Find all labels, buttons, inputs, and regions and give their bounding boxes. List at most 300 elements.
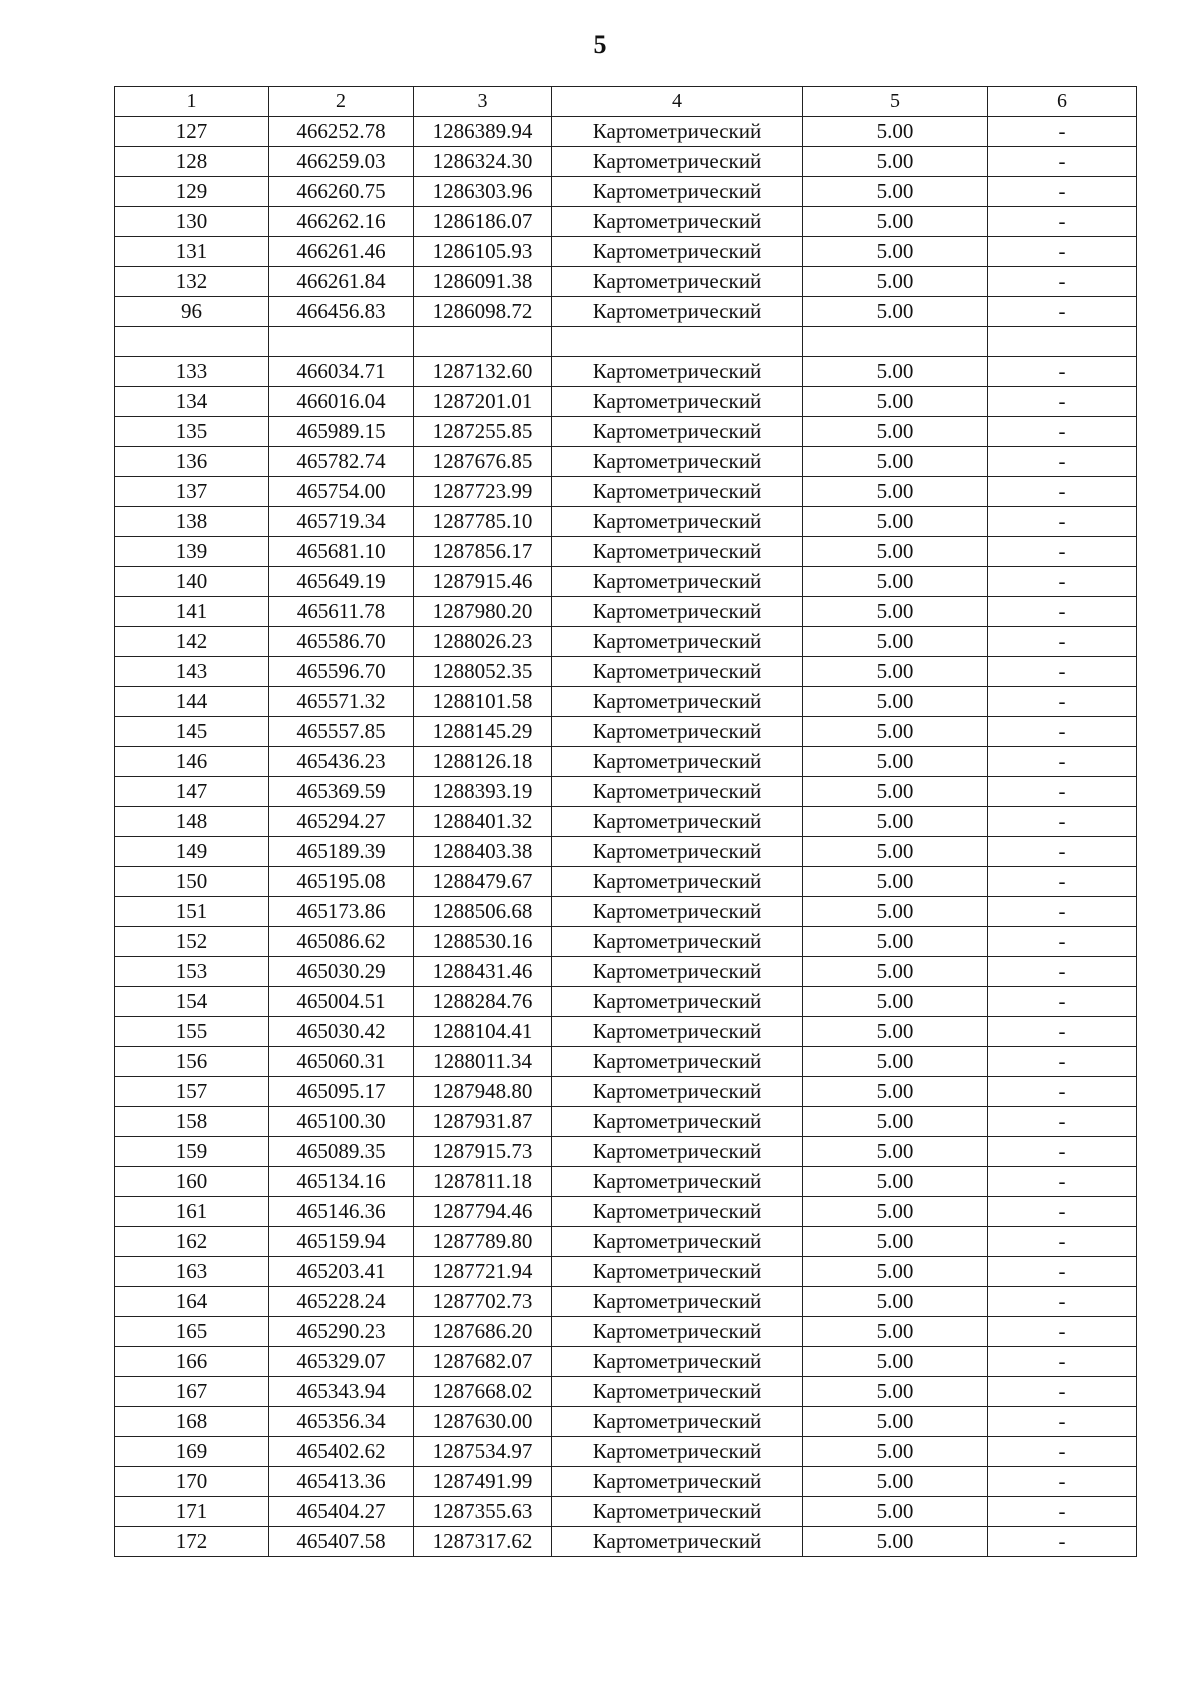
x-coordinate-cell: 465782.74: [269, 447, 414, 477]
note-cell: -: [988, 1017, 1137, 1047]
x-coordinate-cell: 465329.07: [269, 1347, 414, 1377]
point-number-cell: 143: [115, 657, 269, 687]
y-coordinate-cell: 1287915.73: [414, 1137, 552, 1167]
table-row: [115, 1077, 1137, 1107]
table-row: [115, 1257, 1137, 1287]
note-cell: -: [988, 627, 1137, 657]
point-number-cell: 135: [115, 417, 269, 447]
point-number-cell: 151: [115, 897, 269, 927]
accuracy-cell: 5.00: [803, 477, 988, 507]
table-row: [115, 987, 1137, 1017]
y-coordinate-cell: 1287668.02: [414, 1377, 552, 1407]
y-coordinate-cell: 1287789.80: [414, 1227, 552, 1257]
table-row: [115, 807, 1137, 837]
method-cell: Картометрический: [552, 1257, 803, 1287]
method-cell: Картометрический: [552, 237, 803, 267]
x-coordinate-cell: 465173.86: [269, 897, 414, 927]
accuracy-cell: 5.00: [803, 117, 988, 147]
note-cell: -: [988, 897, 1137, 927]
note-cell: -: [988, 927, 1137, 957]
note-cell: -: [988, 1257, 1137, 1287]
method-cell: Картометрический: [552, 987, 803, 1017]
y-coordinate-cell: 1288052.35: [414, 657, 552, 687]
x-coordinate-cell: 466260.75: [269, 177, 414, 207]
table-row: [115, 1197, 1137, 1227]
point-number-cell: 154: [115, 987, 269, 1017]
table-row: [115, 237, 1137, 267]
method-cell: Картометрический: [552, 597, 803, 627]
method-cell: Картометрический: [552, 1227, 803, 1257]
method-cell: Картометрический: [552, 507, 803, 537]
note-cell: -: [988, 477, 1137, 507]
note-cell: -: [988, 537, 1137, 567]
x-coordinate-cell: 465294.27: [269, 807, 414, 837]
accuracy-cell: 5.00: [803, 1137, 988, 1167]
note-cell: -: [988, 447, 1137, 477]
x-coordinate-cell: 465089.35: [269, 1137, 414, 1167]
accuracy-cell: 5.00: [803, 837, 988, 867]
table-row: [115, 657, 1137, 687]
x-coordinate-cell: 465402.62: [269, 1437, 414, 1467]
accuracy-cell: 5.00: [803, 1527, 988, 1557]
accuracy-cell: 5.00: [803, 207, 988, 237]
table-row: [115, 387, 1137, 417]
accuracy-cell: 5.00: [803, 957, 988, 987]
method-cell: Картометрический: [552, 1527, 803, 1557]
method-cell: Картометрический: [552, 1077, 803, 1107]
note-cell: -: [988, 837, 1137, 867]
method-cell: Картометрический: [552, 147, 803, 177]
note-cell: -: [988, 177, 1137, 207]
table-row: [115, 207, 1137, 237]
note-cell: -: [988, 237, 1137, 267]
method-cell: Картометрический: [552, 537, 803, 567]
y-coordinate-cell: 1288393.19: [414, 777, 552, 807]
y-coordinate-cell: 1287721.94: [414, 1257, 552, 1287]
table-row: [115, 897, 1137, 927]
y-coordinate-cell: 1287948.80: [414, 1077, 552, 1107]
accuracy-cell: 5.00: [803, 1227, 988, 1257]
note-cell: -: [988, 1467, 1137, 1497]
x-coordinate-cell: 465649.19: [269, 567, 414, 597]
point-number-cell: 166: [115, 1347, 269, 1377]
point-number-cell: 164: [115, 1287, 269, 1317]
table-row: [115, 297, 1137, 327]
y-coordinate-cell: 1286324.30: [414, 147, 552, 177]
x-coordinate-cell: 466261.84: [269, 267, 414, 297]
x-coordinate-cell: 465086.62: [269, 927, 414, 957]
note-cell: -: [988, 1107, 1137, 1137]
point-number-cell: 145: [115, 717, 269, 747]
method-cell: Картометрический: [552, 447, 803, 477]
y-coordinate-cell: 1287794.46: [414, 1197, 552, 1227]
y-coordinate-cell: 1287931.87: [414, 1107, 552, 1137]
y-coordinate-cell: 1287676.85: [414, 447, 552, 477]
point-number-cell: 131: [115, 237, 269, 267]
table-row: [115, 1437, 1137, 1467]
x-coordinate-cell: 465030.29: [269, 957, 414, 987]
table-row: [115, 777, 1137, 807]
note-cell: -: [988, 747, 1137, 777]
y-coordinate-cell: 1288530.16: [414, 927, 552, 957]
note-cell: -: [988, 1197, 1137, 1227]
method-cell: Картометрический: [552, 807, 803, 837]
table-row: [115, 1167, 1137, 1197]
point-number-cell: 172: [115, 1527, 269, 1557]
point-number-cell: 134: [115, 387, 269, 417]
point-number-cell: 137: [115, 477, 269, 507]
x-coordinate-cell: 465436.23: [269, 747, 414, 777]
y-coordinate-cell: 1287255.85: [414, 417, 552, 447]
y-coordinate-cell: 1288145.29: [414, 717, 552, 747]
table-row: [115, 597, 1137, 627]
method-cell: [552, 327, 803, 357]
point-number-cell: 139: [115, 537, 269, 567]
y-coordinate-cell: 1287132.60: [414, 357, 552, 387]
y-coordinate-cell: 1287201.01: [414, 387, 552, 417]
table-row: [115, 747, 1137, 777]
accuracy-cell: 5.00: [803, 1167, 988, 1197]
note-cell: -: [988, 687, 1137, 717]
accuracy-cell: 5.00: [803, 1407, 988, 1437]
point-number-cell: 155: [115, 1017, 269, 1047]
point-number-cell: 142: [115, 627, 269, 657]
point-number-cell: 150: [115, 867, 269, 897]
y-coordinate-cell: 1287534.97: [414, 1437, 552, 1467]
point-number-cell: 149: [115, 837, 269, 867]
point-number-cell: 153: [115, 957, 269, 987]
method-cell: Картометрический: [552, 297, 803, 327]
point-number-cell: 144: [115, 687, 269, 717]
accuracy-cell: 5.00: [803, 597, 988, 627]
table-row: [115, 357, 1137, 387]
accuracy-cell: 5.00: [803, 897, 988, 927]
x-coordinate-cell: 465596.70: [269, 657, 414, 687]
y-coordinate-cell: 1286303.96: [414, 177, 552, 207]
page-number: 5: [593, 30, 607, 59]
accuracy-cell: 5.00: [803, 507, 988, 537]
note-cell: -: [988, 597, 1137, 627]
point-number-cell: 162: [115, 1227, 269, 1257]
x-coordinate-cell: 465004.51: [269, 987, 414, 1017]
x-coordinate-cell: 465189.39: [269, 837, 414, 867]
y-coordinate-cell: 1286186.07: [414, 207, 552, 237]
point-number-cell: 147: [115, 777, 269, 807]
point-number-cell: 138: [115, 507, 269, 537]
y-coordinate-cell: 1286091.38: [414, 267, 552, 297]
table-row: [115, 147, 1137, 177]
x-coordinate-cell: 465203.41: [269, 1257, 414, 1287]
method-cell: Картометрический: [552, 387, 803, 417]
method-cell: Картометрический: [552, 207, 803, 237]
note-cell: -: [988, 777, 1137, 807]
accuracy-cell: 5.00: [803, 627, 988, 657]
table-header-row: [115, 87, 1137, 117]
table-row: [115, 1467, 1137, 1497]
point-number-cell: 167: [115, 1377, 269, 1407]
note-cell: -: [988, 507, 1137, 537]
y-coordinate-cell: 1287355.63: [414, 1497, 552, 1527]
y-coordinate-cell: 1288011.34: [414, 1047, 552, 1077]
x-coordinate-cell: 466016.04: [269, 387, 414, 417]
accuracy-cell: 5.00: [803, 1107, 988, 1137]
accuracy-cell: [803, 327, 988, 357]
table-row: [115, 1377, 1137, 1407]
accuracy-cell: 5.00: [803, 1347, 988, 1377]
note-cell: -: [988, 987, 1137, 1017]
point-number-cell: 168: [115, 1407, 269, 1437]
x-coordinate-cell: 465404.27: [269, 1497, 414, 1527]
table-row: [115, 867, 1137, 897]
table-row: [115, 1047, 1137, 1077]
y-coordinate-cell: 1288403.38: [414, 837, 552, 867]
accuracy-cell: 5.00: [803, 357, 988, 387]
y-coordinate-cell: 1288401.32: [414, 807, 552, 837]
point-number-cell: 127: [115, 117, 269, 147]
accuracy-cell: 5.00: [803, 147, 988, 177]
note-cell: -: [988, 1437, 1137, 1467]
x-coordinate-cell: 465989.15: [269, 417, 414, 447]
method-cell: Картометрический: [552, 957, 803, 987]
x-coordinate-cell: 465681.10: [269, 537, 414, 567]
method-cell: Картометрический: [552, 927, 803, 957]
y-coordinate-cell: 1287491.99: [414, 1467, 552, 1497]
point-number-cell: 140: [115, 567, 269, 597]
table-row: [115, 177, 1137, 207]
note-cell: -: [988, 357, 1137, 387]
method-cell: Картометрический: [552, 267, 803, 297]
header-cell: 1: [115, 87, 269, 117]
method-cell: Картометрический: [552, 687, 803, 717]
x-coordinate-cell: 465159.94: [269, 1227, 414, 1257]
method-cell: Картометрический: [552, 1317, 803, 1347]
note-cell: -: [988, 1407, 1137, 1437]
method-cell: Картометрический: [552, 417, 803, 447]
method-cell: Картометрический: [552, 1137, 803, 1167]
accuracy-cell: 5.00: [803, 1437, 988, 1467]
note-cell: -: [988, 387, 1137, 417]
accuracy-cell: 5.00: [803, 267, 988, 297]
x-coordinate-cell: 465100.30: [269, 1107, 414, 1137]
x-coordinate-cell: 466261.46: [269, 237, 414, 267]
table-row: [115, 1227, 1137, 1257]
method-cell: Картометрический: [552, 867, 803, 897]
accuracy-cell: 5.00: [803, 777, 988, 807]
accuracy-cell: 5.00: [803, 1077, 988, 1107]
table-row: [115, 1527, 1137, 1557]
point-number-cell: 169: [115, 1437, 269, 1467]
point-number-cell: 157: [115, 1077, 269, 1107]
x-coordinate-cell: 466262.16: [269, 207, 414, 237]
x-coordinate-cell: 465719.34: [269, 507, 414, 537]
x-coordinate-cell: 465369.59: [269, 777, 414, 807]
y-coordinate-cell: 1287630.00: [414, 1407, 552, 1437]
method-cell: Картометрический: [552, 897, 803, 927]
method-cell: Картометрический: [552, 177, 803, 207]
coordinates-table: [114, 86, 1137, 1557]
table-row: [115, 927, 1137, 957]
method-cell: Картометрический: [552, 117, 803, 147]
note-cell: -: [988, 807, 1137, 837]
x-coordinate-cell: 465228.24: [269, 1287, 414, 1317]
accuracy-cell: 5.00: [803, 177, 988, 207]
table-row: [115, 1497, 1137, 1527]
point-number-cell: 170: [115, 1467, 269, 1497]
table-row: [115, 567, 1137, 597]
point-number-cell: 165: [115, 1317, 269, 1347]
table-row: [115, 1317, 1137, 1347]
y-coordinate-cell: 1287811.18: [414, 1167, 552, 1197]
method-cell: Картометрический: [552, 1347, 803, 1377]
table-row: [115, 447, 1137, 477]
point-number-cell: 132: [115, 267, 269, 297]
point-number-cell: 136: [115, 447, 269, 477]
accuracy-cell: 5.00: [803, 567, 988, 597]
accuracy-cell: 5.00: [803, 537, 988, 567]
note-cell: -: [988, 1137, 1137, 1167]
accuracy-cell: 5.00: [803, 1497, 988, 1527]
accuracy-cell: 5.00: [803, 1467, 988, 1497]
table-row: [115, 417, 1137, 447]
accuracy-cell: 5.00: [803, 1197, 988, 1227]
method-cell: Картометрический: [552, 1497, 803, 1527]
method-cell: Картометрический: [552, 657, 803, 687]
x-coordinate-cell: 465611.78: [269, 597, 414, 627]
accuracy-cell: 5.00: [803, 417, 988, 447]
method-cell: Картометрический: [552, 777, 803, 807]
point-number-cell: 160: [115, 1167, 269, 1197]
y-coordinate-cell: 1287682.07: [414, 1347, 552, 1377]
method-cell: Картометрический: [552, 1407, 803, 1437]
point-number-cell: 96: [115, 297, 269, 327]
y-coordinate-cell: 1288479.67: [414, 867, 552, 897]
y-coordinate-cell: 1287856.17: [414, 537, 552, 567]
point-number-cell: 129: [115, 177, 269, 207]
note-cell: -: [988, 1077, 1137, 1107]
point-number-cell: 156: [115, 1047, 269, 1077]
y-coordinate-cell: 1288104.41: [414, 1017, 552, 1047]
x-coordinate-cell: 466259.03: [269, 147, 414, 177]
x-coordinate-cell: 466456.83: [269, 297, 414, 327]
note-cell: -: [988, 1317, 1137, 1347]
x-coordinate-cell: 465343.94: [269, 1377, 414, 1407]
accuracy-cell: 5.00: [803, 717, 988, 747]
y-coordinate-cell: 1287723.99: [414, 477, 552, 507]
x-coordinate-cell: 465356.34: [269, 1407, 414, 1437]
x-coordinate-cell: 466252.78: [269, 117, 414, 147]
x-coordinate-cell: 465557.85: [269, 717, 414, 747]
method-cell: Картометрический: [552, 1167, 803, 1197]
note-cell: -: [988, 417, 1137, 447]
accuracy-cell: 5.00: [803, 1047, 988, 1077]
note-cell: -: [988, 207, 1137, 237]
accuracy-cell: 5.00: [803, 1017, 988, 1047]
accuracy-cell: 5.00: [803, 237, 988, 267]
table-row: [115, 627, 1137, 657]
accuracy-cell: 5.00: [803, 687, 988, 717]
note-cell: -: [988, 297, 1137, 327]
note-cell: -: [988, 1497, 1137, 1527]
table-row: [115, 507, 1137, 537]
y-coordinate-cell: 1287915.46: [414, 567, 552, 597]
y-coordinate-cell: 1287317.62: [414, 1527, 552, 1557]
note-cell: -: [988, 657, 1137, 687]
accuracy-cell: 5.00: [803, 447, 988, 477]
point-number-cell: 159: [115, 1137, 269, 1167]
method-cell: Картометрический: [552, 357, 803, 387]
point-number-cell: 133: [115, 357, 269, 387]
x-coordinate-cell: 465195.08: [269, 867, 414, 897]
x-coordinate-cell: 465571.32: [269, 687, 414, 717]
y-coordinate-cell: 1288431.46: [414, 957, 552, 987]
note-cell: -: [988, 717, 1137, 747]
note-cell: -: [988, 567, 1137, 597]
method-cell: Картометрический: [552, 567, 803, 597]
accuracy-cell: 5.00: [803, 867, 988, 897]
table-row: [115, 1137, 1137, 1167]
accuracy-cell: 5.00: [803, 657, 988, 687]
y-coordinate-cell: 1287785.10: [414, 507, 552, 537]
method-cell: Картометрический: [552, 477, 803, 507]
x-coordinate-cell: 465095.17: [269, 1077, 414, 1107]
header-cell: 5: [803, 87, 988, 117]
note-cell: -: [988, 867, 1137, 897]
method-cell: Картометрический: [552, 1287, 803, 1317]
x-coordinate-cell: 466034.71: [269, 357, 414, 387]
x-coordinate-cell: [269, 327, 414, 357]
method-cell: Картометрический: [552, 1047, 803, 1077]
x-coordinate-cell: 465586.70: [269, 627, 414, 657]
table-body: [115, 87, 1137, 1557]
x-coordinate-cell: 465407.58: [269, 1527, 414, 1557]
note-cell: -: [988, 1347, 1137, 1377]
header-cell: 3: [414, 87, 552, 117]
note-cell: [988, 327, 1137, 357]
header-cell: 4: [552, 87, 803, 117]
accuracy-cell: 5.00: [803, 987, 988, 1017]
accuracy-cell: 5.00: [803, 1287, 988, 1317]
point-number-cell: 128: [115, 147, 269, 177]
y-coordinate-cell: 1288126.18: [414, 747, 552, 777]
note-cell: -: [988, 1377, 1137, 1407]
x-coordinate-cell: 465290.23: [269, 1317, 414, 1347]
x-coordinate-cell: 465060.31: [269, 1047, 414, 1077]
table-row: [115, 957, 1137, 987]
table-row: [115, 1347, 1137, 1377]
x-coordinate-cell: 465030.42: [269, 1017, 414, 1047]
point-number-cell: 130: [115, 207, 269, 237]
x-coordinate-cell: 465754.00: [269, 477, 414, 507]
table-row: [115, 1107, 1137, 1137]
method-cell: Картометрический: [552, 837, 803, 867]
table-row: [115, 117, 1137, 147]
y-coordinate-cell: 1287702.73: [414, 1287, 552, 1317]
table-row: [115, 1407, 1137, 1437]
table-row: [115, 717, 1137, 747]
accuracy-cell: 5.00: [803, 747, 988, 777]
point-number-cell: 171: [115, 1497, 269, 1527]
method-cell: Картометрический: [552, 1467, 803, 1497]
table-row: [115, 327, 1137, 357]
header-cell: 6: [988, 87, 1137, 117]
point-number-cell: [115, 327, 269, 357]
y-coordinate-cell: 1286105.93: [414, 237, 552, 267]
method-cell: Картометрический: [552, 717, 803, 747]
y-coordinate-cell: 1288284.76: [414, 987, 552, 1017]
method-cell: Картометрический: [552, 627, 803, 657]
y-coordinate-cell: 1286098.72: [414, 297, 552, 327]
note-cell: -: [988, 117, 1137, 147]
